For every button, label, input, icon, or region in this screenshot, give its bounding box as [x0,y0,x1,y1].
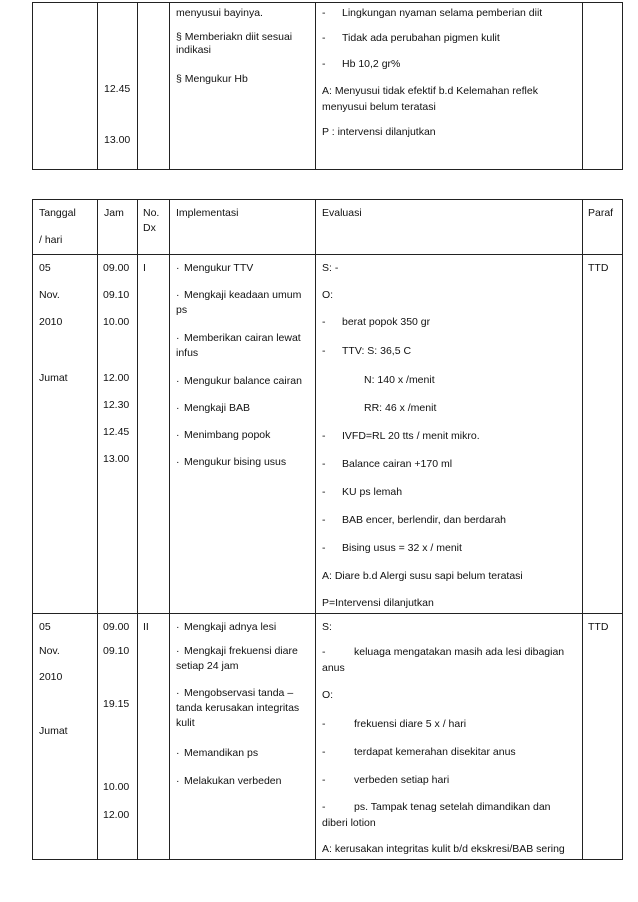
impl-item: · Mengukur balance cairan [176,375,302,387]
impl-item: · Mengukur TTV [176,262,254,274]
eval-item: - Tidak ada perubahan pigmen kulit [322,32,500,44]
paraf-signature: TTD [588,621,609,633]
eval-item: - Lingkungan nyaman selama pemberian diit [322,7,543,19]
time-entry: 12.45 [103,426,130,438]
eval-item: - ps. Tampak tenag setelah dimandikan dan diberi lotion [322,801,551,829]
time-entry: 13.00 [104,134,131,146]
eval-item: - berat popok 350 gr [322,316,431,328]
eval-plan: P=Intervensi dilanjutkan [322,597,434,609]
date-day: 05 [39,621,51,633]
eval-objective: O: [322,689,334,701]
weekday: Jumat [39,725,68,737]
time-entry: 12.30 [103,399,130,411]
eval-objective: O: [322,289,334,301]
date-month: Nov. [39,645,60,657]
time-entry: 09.00 [103,262,130,274]
impl-item: menyusui bayinya. [176,7,263,19]
jam-cell [98,3,138,170]
eval-item: N: 140 x /menit [364,374,435,386]
eval-item: - terdapat kemerahan disekitar anus [322,746,516,758]
nursing-record-table [32,199,623,860]
header-row [33,200,623,255]
time-entry: 10.00 [103,781,130,793]
time-entry: 09.00 [103,621,130,633]
header-implementasi: Implementasi [176,207,239,219]
eval-assessment: A: Diare b.d Alergi susu sapi belum teratasi [322,570,523,582]
header-tanggal: Tanggal [39,207,76,219]
eval-subjective: S: [322,621,332,633]
diagnosis-number: I [143,262,146,274]
date-month: Nov. [39,289,60,301]
impl-item: · Melakukan verbeden [176,775,282,787]
impl-item: · Mengukur bising usus [176,456,287,468]
header-dx: Dx [143,222,156,234]
impl-item: · Mengobservasi tanda – tanda kerusakan integritas kulit [176,687,300,729]
eval-item: - keluaga mengatakan masih ada lesi dibagian anus [322,646,565,674]
eval-assessment: A: kerusakan integritas kulit b/d ekskresi/BAB sering [322,843,565,855]
header-no: No. [143,207,160,219]
impl-item: · Mengkaji frekuensi diare setiap 24 jam [176,645,298,672]
impl-item: · Memandikan ps [176,747,259,759]
time-entry: 12.00 [103,809,130,821]
paraf-cell [583,3,623,170]
eval-plan: P : intervensi dilanjutkan [322,126,436,138]
time-entry: 12.45 [104,83,131,95]
eval-item: - frekuensi diare 5 x / hari [322,718,467,730]
date-year: 2010 [39,671,63,683]
impl-item: · Memberikan cairan lewat infus [176,332,301,359]
time-entry: 09.10 [103,289,130,301]
impl-item: § Memberiakn diit sesuai indikasi [176,31,293,56]
time-entry: 10.00 [103,316,130,328]
impl-item: · Mengkaji keadaan umum ps [176,289,302,316]
header-jam: Jam [104,207,124,219]
eval-item: - verbeden setiap hari [322,774,450,786]
eval-item: - KU ps lemah [322,486,403,498]
date-year: 2010 [39,316,63,328]
eval-item: - Balance cairan +170 ml [322,458,453,470]
date-day: 05 [39,262,51,274]
eval-assessment: A: Menyusui tidak efektif b.d Kelemahan reflek menyusui belum teratasi [322,85,538,113]
eval-item: - Bising usus = 32 x / menit [322,542,462,554]
header-paraf: Paraf [588,207,614,219]
eval-subjective: S: - [322,262,339,274]
weekday: Jumat [39,372,68,384]
tanggal-cell [33,3,98,170]
previous-page-table [32,2,623,170]
diagnosis-number: II [143,621,149,633]
time-entry: 13.00 [103,453,130,465]
time-entry: 12.00 [103,372,130,384]
paraf-signature: TTD [588,262,609,274]
eval-item: - TTV: S: 36,5 C [322,345,412,357]
header-hari: / hari [39,234,63,246]
eval-item: RR: 46 x /menit [364,402,437,414]
eval-item: - BAB encer, berlendir, dan berdarah [322,514,507,526]
dx-cell [138,3,170,170]
eval-item: - Hb 10,2 gr% [322,58,401,70]
time-entry: 19.15 [103,698,130,710]
eval-item: - IVFD=RL 20 tts / menit mikro. [322,430,480,442]
evaluasi-cell [316,3,583,170]
implementasi-cell [170,3,316,170]
impl-item: · Menimbang popok [176,429,271,441]
impl-item: · Mengkaji BAB [176,402,250,414]
header-evaluasi: Evaluasi [322,207,362,219]
table-row [33,255,623,614]
time-entry: 09.10 [103,645,130,657]
impl-item: · Mengkaji adnya lesi [176,621,277,633]
impl-item: § Mengukur Hb [176,73,248,85]
table-row [33,614,623,860]
